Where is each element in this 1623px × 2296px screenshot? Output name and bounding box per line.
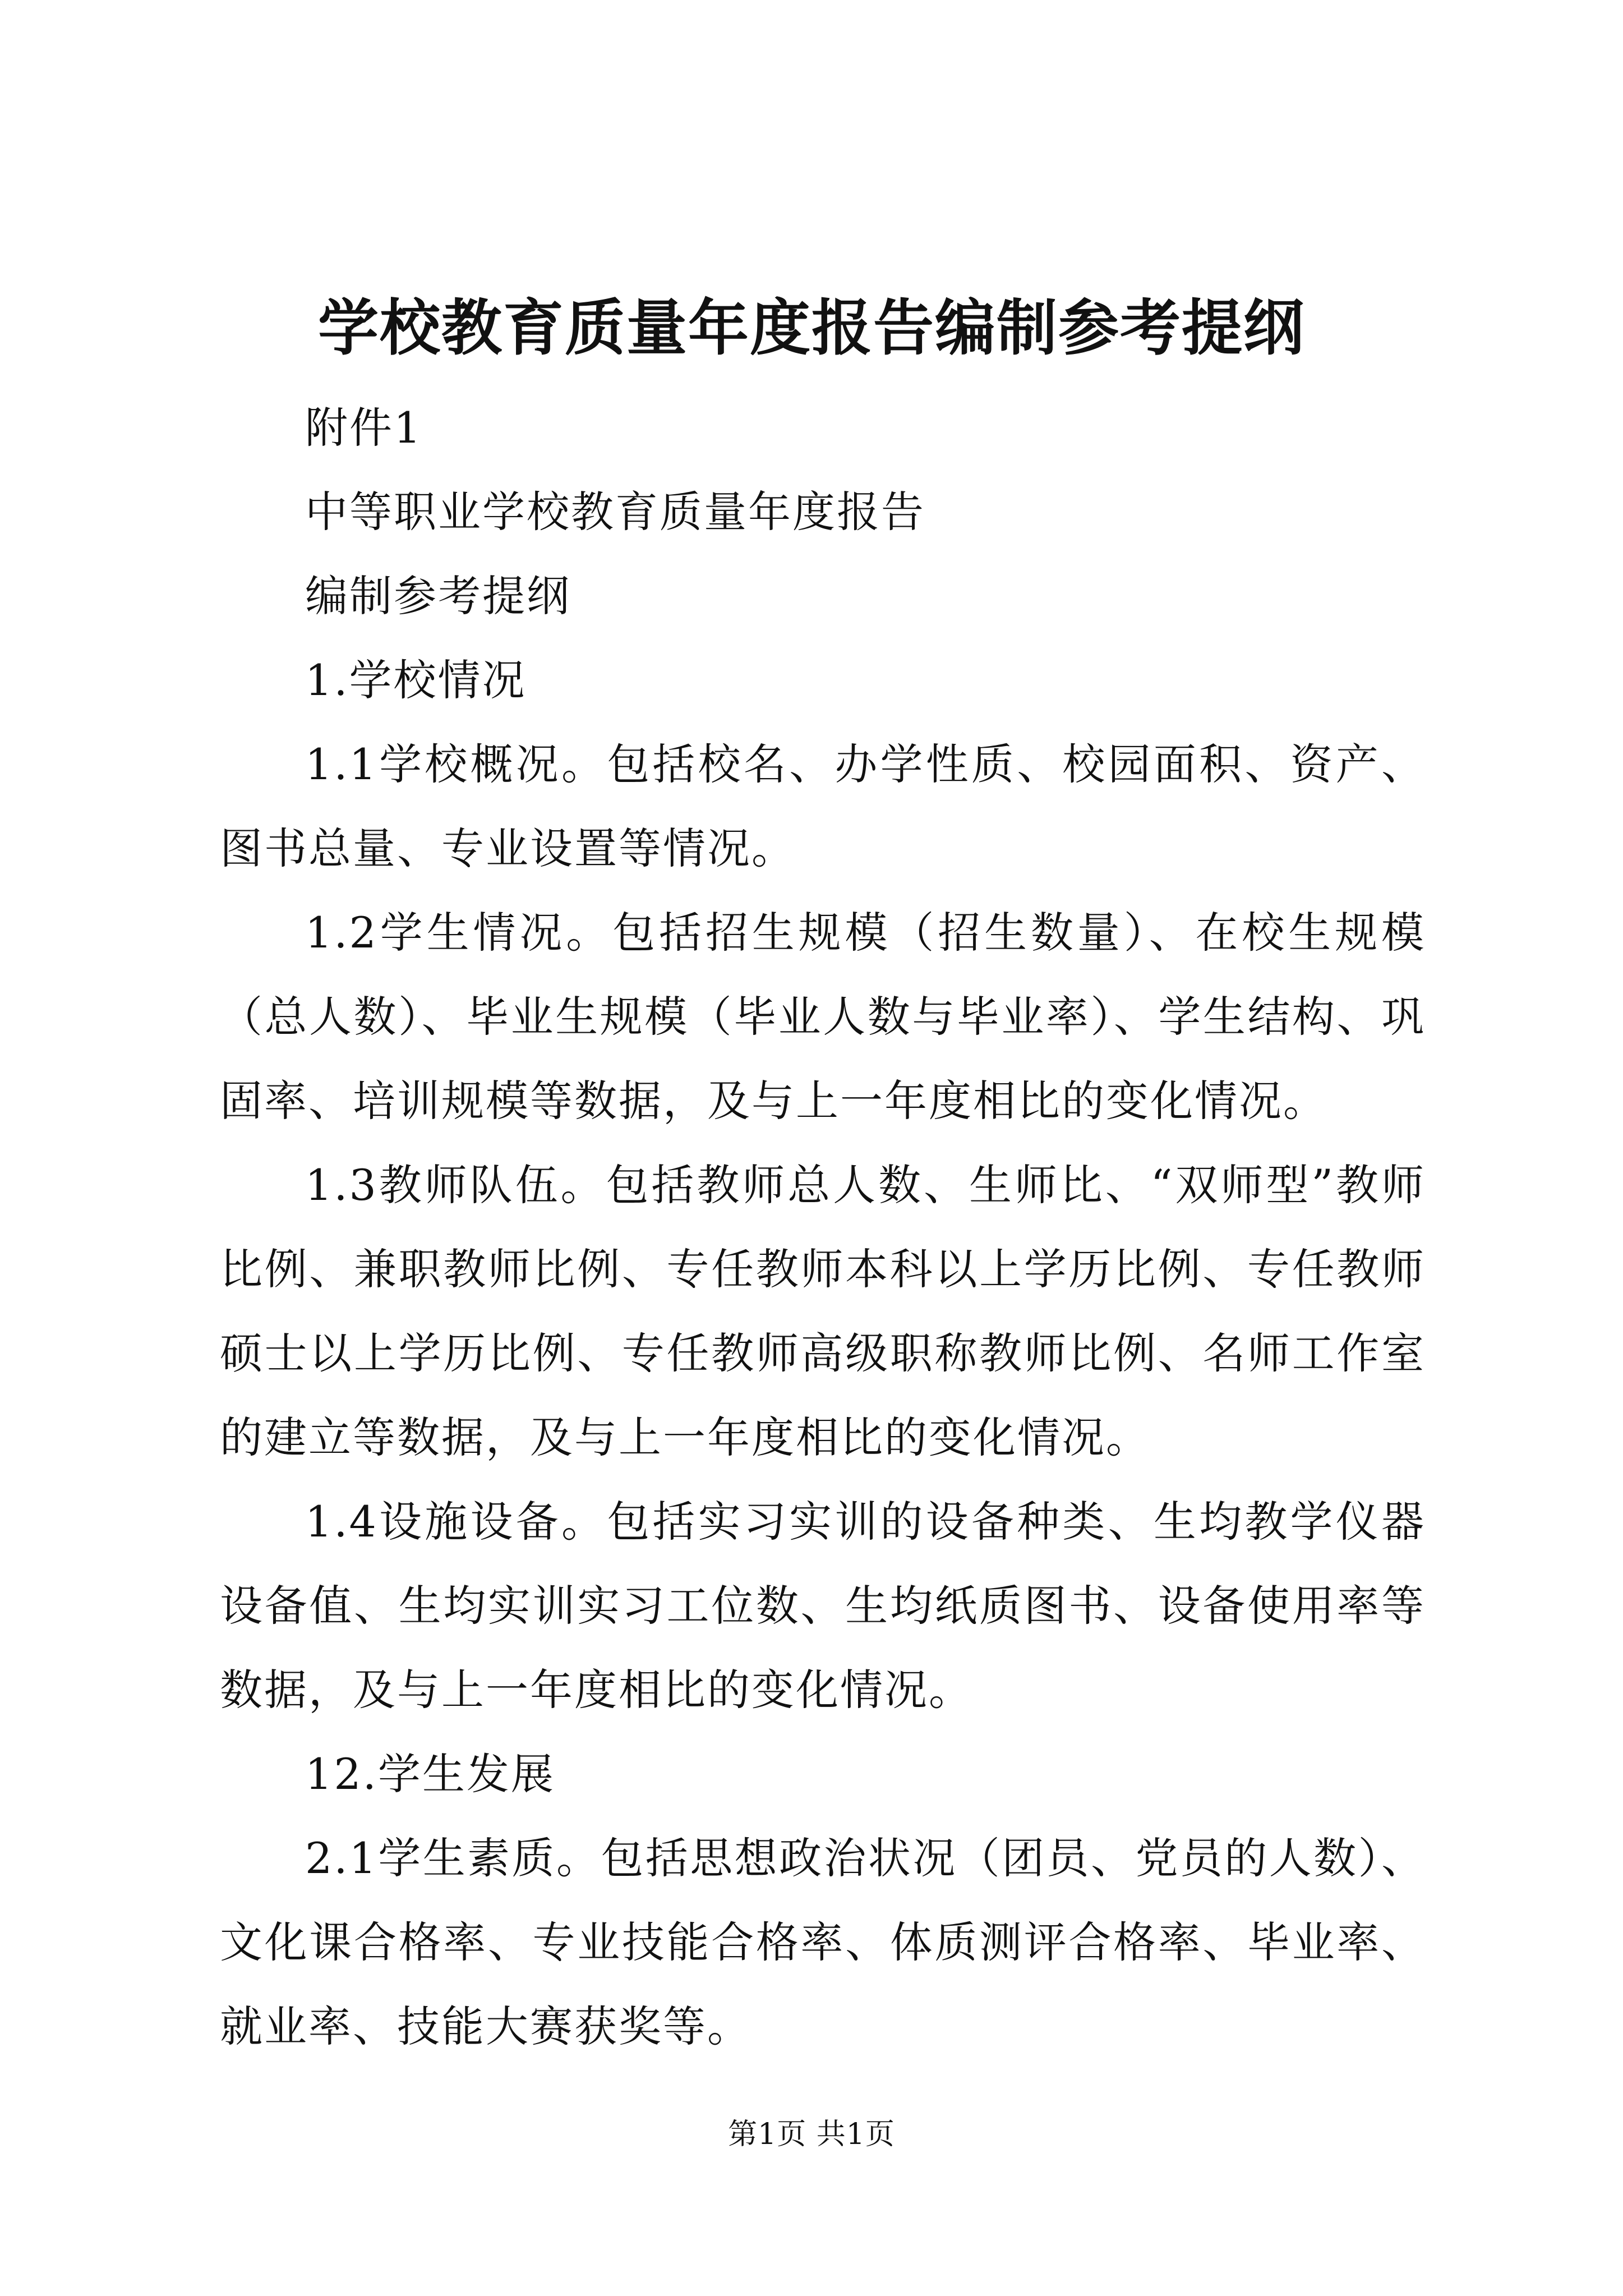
paragraph-student-situation: 1.2学生情况。包括招生规模（招生数量）、在校生规模（总人数）、毕业生规模（毕业人数与毕业率）、学生结构、巩固率、培训规模等数据，及与上一年度相比的变化情况。: [220, 908, 1426, 1126]
paragraph-facilities: 1.4设施设备。包括实习实训的设备种类、生均教学仪器设备值、生均实训实习工位数、生均纸质图书、设备使用率等数据，及与上一年度相比的变化情况。: [220, 1497, 1426, 1715]
paragraph-report-name: 中等职业学校教育质量年度报告: [305, 487, 925, 537]
paragraph-student-quality: 2.1学生素质。包括思想政治状况（团员、党员的人数）、文化课合格率、专业技能合格率、体质测评合格率、毕业率、就业率、技能大赛获奖等。: [220, 1833, 1426, 2051]
paragraph-teacher-team: 1.3教师队伍。包括教师总人数、生师比、“双师型”教师比例、兼职教师比例、专任教师本科以上学历比例、专任教师硕士以上学历比例、专任教师高级职称教师比例、名师工作室的建立等数据，及与上一年度相比的变化情况。: [220, 1160, 1426, 1462]
paragraph-attachment-label: 附件1: [305, 403, 423, 453]
section-heading-student-development: 12.学生发展: [305, 1749, 555, 1799]
document-body: [220, 386, 1426, 2069]
document-title: 学校教育质量年度报告编制参考提纲: [317, 293, 1305, 364]
paragraph-outline-label: 编制参考提纲: [305, 571, 571, 621]
section-heading-school: 1.学校情况: [305, 655, 527, 705]
paragraph-school-overview: 1.1学校概况。包括校名、办学性质、校园面积、资产、图书总量、专业设置等情况。: [220, 739, 1426, 873]
page-footer: 第1页 共1页: [728, 2118, 895, 2151]
